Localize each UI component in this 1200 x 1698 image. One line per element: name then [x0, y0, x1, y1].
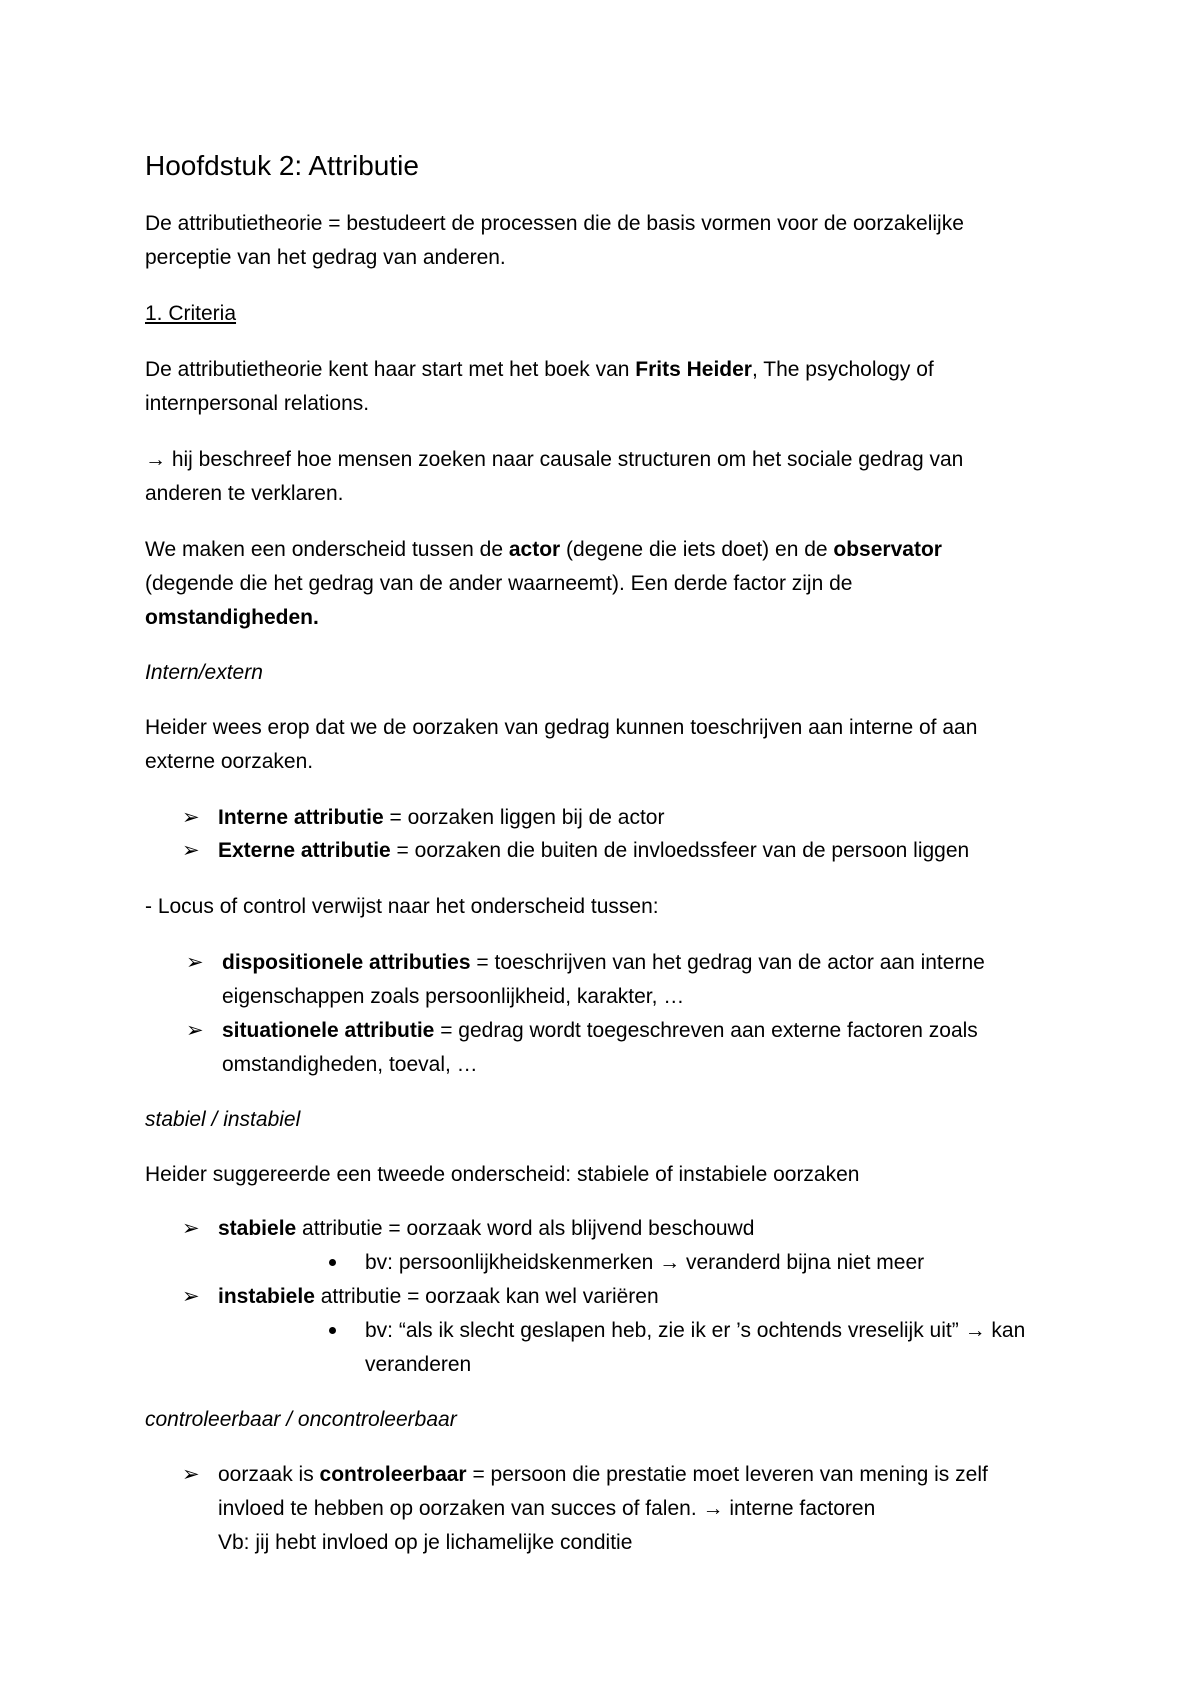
intro-line-2: perceptie van het gedrag van anderen. — [145, 246, 506, 269]
paragraph-line: Heider wees erop dat we de oorzaken van gedrag kunnen toeschrijven aan interne of aan — [145, 716, 978, 739]
text-run: invloed te hebben op oorzaken van succes of falen. — [218, 1497, 703, 1520]
arrow-icon: → — [702, 1497, 724, 1520]
paragraph-line: (degende die het gedrag van de ander waarneemt). Een derde factor zijn de — [145, 572, 853, 595]
term-omstandigheden: omstandigheden. — [145, 606, 319, 629]
arrow-bullet-icon: ➢ — [186, 951, 204, 974]
page-title: Hoofdstuk 2: Attributie — [145, 150, 419, 181]
section-heading-criteria: 1. Criteria — [145, 302, 237, 325]
list-item — [218, 1284, 659, 1310]
bullet-dot-icon — [329, 1327, 336, 1334]
text-run: attributie = oorzaak word als blijvend beschouwd — [296, 1217, 755, 1240]
paragraph-line — [145, 357, 934, 383]
list-item-continuation: Vb: jij hebt invloed op je lichamelijke conditie — [218, 1531, 633, 1554]
paragraph-line: - Locus of control verwijst naar het onderscheid tussen: — [145, 895, 659, 918]
arrow-icon: → — [964, 1319, 986, 1342]
text-run: bv: “als ik slecht geslapen heb, zie ik er ’s ochtends vreselijk uit” — [365, 1319, 965, 1342]
list-item — [218, 1216, 754, 1242]
list-item-continuation: eigenschappen zoals persoonlijkheid, karakter, … — [222, 985, 685, 1008]
subheading-stabiel: stabiel / instabiel — [145, 1108, 301, 1131]
term-situationele-attributie: situationele attributie — [222, 1019, 435, 1042]
bullet-dot-icon — [329, 1259, 336, 1266]
term-interne-attributie: Interne attributie — [218, 806, 384, 829]
text-run: We maken een onderscheid tussen de — [145, 538, 509, 561]
list-item — [218, 1462, 988, 1488]
text-run: = gedrag wordt toegeschreven aan externe factoren zoals — [434, 1019, 978, 1042]
text-run: (degene die iets doet) en de — [560, 538, 834, 561]
paragraph-line: Heider suggereerde een tweede onderscheid: stabiele of instabiele oorzaken — [145, 1163, 860, 1186]
list-item — [218, 838, 969, 864]
sub-list-item — [365, 1318, 1025, 1344]
paragraph-line — [145, 447, 963, 473]
text-run: = oorzaken liggen bij de actor — [383, 806, 665, 829]
paragraph-line: anderen te verklaren. — [145, 482, 344, 505]
text-run: kan — [985, 1319, 1026, 1342]
list-item — [222, 1018, 978, 1044]
text-run: , The psychology of — [751, 358, 934, 381]
intro-text: = bestudeert de processen die de basis vormen voor de oorzakelijke — [322, 212, 964, 235]
text-run: = persoon die prestatie moet leveren van mening is zelf — [466, 1463, 988, 1486]
arrow-icon: → — [145, 448, 166, 471]
text-run: De attributietheorie kent haar start met het boek van — [145, 358, 636, 381]
list-item — [218, 805, 664, 831]
text-run: hij beschreef hoe mensen zoeken naar causale structuren om het sociale gedrag van — [166, 448, 964, 471]
term-observator: observator — [833, 538, 942, 561]
term-dispositionele-attributies: dispositionele attributies — [222, 951, 471, 974]
author-name: Frits Heider — [635, 358, 752, 381]
sub-list-item-continuation: veranderen — [365, 1353, 472, 1376]
text-run: = oorzaken die buiten de invloedssfeer van de persoon liggen — [390, 839, 970, 862]
intro-line-1 — [145, 211, 964, 237]
arrow-bullet-icon: ➢ — [182, 1463, 200, 1486]
list-item — [222, 950, 985, 976]
paragraph-line: externe oorzaken. — [145, 750, 314, 773]
term-actor: actor — [508, 538, 561, 561]
arrow-bullet-icon: ➢ — [182, 839, 200, 862]
arrow-bullet-icon: ➢ — [182, 1217, 200, 1240]
term-controleerbaar: controleerbaar — [319, 1463, 467, 1486]
arrow-bullet-icon: ➢ — [186, 1019, 204, 1042]
term-externe-attributie: Externe attributie — [218, 839, 391, 862]
paragraph-line — [145, 537, 942, 563]
text-run: interne factoren — [723, 1497, 876, 1520]
arrow-bullet-icon: ➢ — [182, 1285, 200, 1308]
text-run: oorzaak is — [218, 1463, 320, 1486]
list-item-continuation — [218, 1496, 875, 1522]
text-run: attributie = oorzaak kan wel variëren — [314, 1285, 659, 1308]
arrow-bullet-icon: ➢ — [182, 806, 200, 829]
subheading-intern-extern: Intern/extern — [145, 661, 263, 684]
text-run: = toeschrijven van het gedrag van de actor aan interne — [470, 951, 985, 974]
term-instabiele: instabiele — [218, 1285, 315, 1308]
term-stabiele: stabiele — [218, 1217, 297, 1240]
paragraph-line: internpersonal relations. — [145, 392, 370, 415]
arrow-icon: → — [659, 1251, 681, 1274]
subheading-controleerbaar: controleerbaar / oncontroleerbaar — [145, 1408, 457, 1431]
text-run: veranderd bijna niet meer — [680, 1251, 925, 1274]
intro-term: De attributietheorie — [145, 212, 323, 235]
sub-list-item — [365, 1250, 924, 1276]
list-item-continuation: omstandigheden, toeval, … — [222, 1053, 478, 1076]
text-run: bv: persoonlijkheidskenmerken — [365, 1251, 660, 1274]
